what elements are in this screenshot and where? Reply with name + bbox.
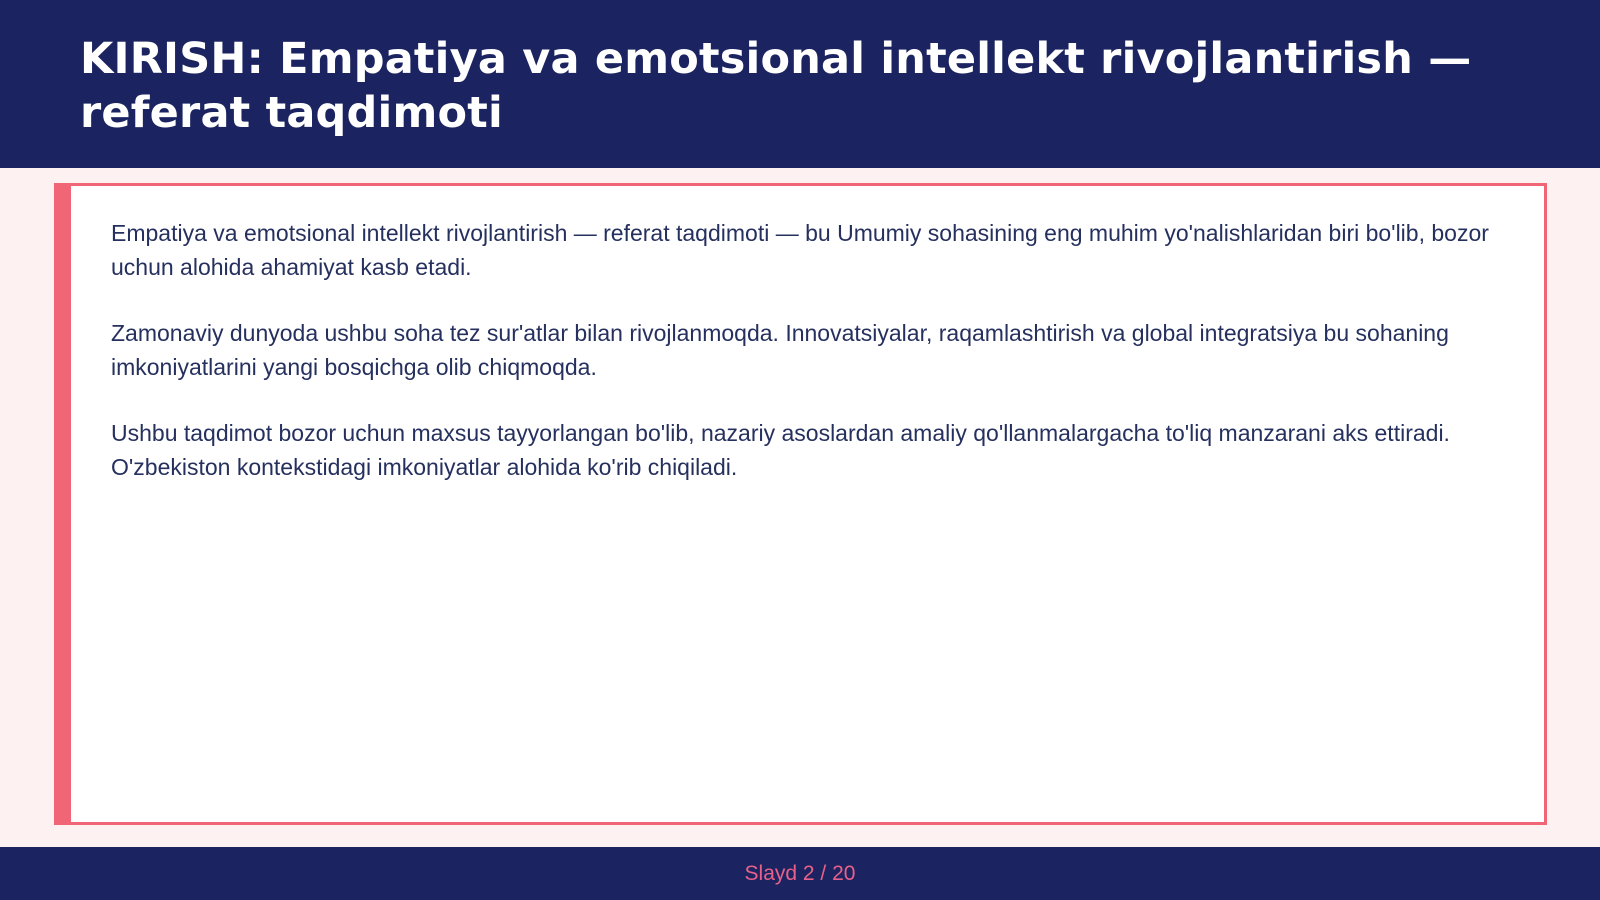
slide-footer [0, 847, 1600, 900]
content-card [54, 183, 1547, 825]
paragraph-modern-world: Zamonaviy dunyoda ushbu soha tez sur'atlar bilan rivojlanmoqda. Innovatsiyalar, raqamlashtirish va global integratsiya bu sohaning imkoniyatlarini yangi bosqichga olib chiqmoqda. [111, 320, 1449, 380]
slide-header [0, 0, 1600, 168]
slide-counter: Slayd 2 / 20 [744, 861, 856, 885]
paragraph-presentation-scope: Ushbu taqdimot bozor uchun maxsus tayyorlangan bo'lib, nazariy asoslardan amaliy qo'llanmalargacha to'liq manzarani aks ettiradi. O'zbekiston kontekstidagi imkoniyatlar alohida ko'rib chiqiladi. [111, 420, 1450, 480]
paragraph-intro: Empatiya va emotsional intellekt rivojlantirish — referat taqdimoti — bu Umumiy sohasining eng muhim yo'nalishlaridan biri bo'lib, bozor uchun alohida ahamiyat kasb etadi. [111, 220, 1489, 280]
slide-title: KIRISH: Empatiya va emotsional intellekt rivojlantirish — referat taqdimoti [80, 34, 1472, 138]
